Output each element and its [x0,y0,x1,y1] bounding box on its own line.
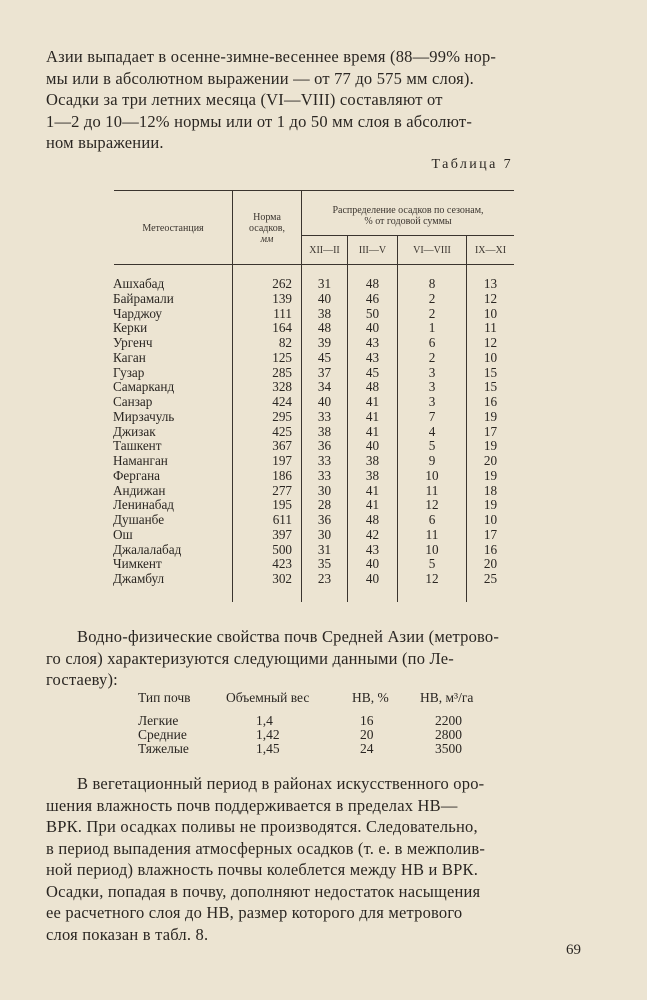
soil-header: НВ, % [352,690,389,705]
paragraph-intro [46,46,608,154]
soil-type: Легкие [138,713,179,728]
soil-hv-pct: 16 [360,713,374,728]
header-season: XII—II [309,245,340,256]
season2-cell: 45 [365,364,380,380]
season3-cell: 11 [425,526,439,542]
season1-cell: 48 [317,320,332,336]
season3-cell: 5 [428,438,436,454]
season3-cell: 10 [425,541,439,557]
header-bottom-rule [114,264,514,265]
season2-cell: 40 [365,571,380,586]
season3-cell: 10 [425,467,439,483]
text-line: 1—2 до 10—12% нормы или от 1 до 50 мм слоя в абсолют- [46,111,473,131]
season2-cell: 50 [365,305,380,321]
norm-cell: 197 [272,453,292,468]
season4-cell: 10 [483,512,498,527]
season3-cell: 3 [428,379,436,395]
header-norm-unit: мм [260,234,274,245]
season3-cell: 3 [428,364,436,380]
norm-column [236,277,298,587]
soil-hv-vol: 2200 [435,713,462,728]
season2-cell: 48 [365,276,380,291]
season4-cell: 10 [483,305,498,321]
station-cell: Андижан [113,482,166,498]
soil-hv-pct: 24 [360,741,374,756]
season2-cell: 41 [365,497,380,513]
season1-cell: 40 [317,394,332,409]
header-season: IX—XI [474,245,507,256]
season4-cell: 15 [483,379,498,395]
season3-cell: 7 [428,408,436,424]
season4-cell: 19 [483,408,498,424]
header-station: Метеостанция [142,223,204,234]
text-line: Осадки, попадая в почву, дополняют недостаток насыщения [46,881,481,901]
text-line: го слоя) характеризуются следующими данными (по Ле- [46,648,454,668]
norm-cell: 164 [272,320,292,336]
soil-type: Средние [138,727,187,742]
station-cell: Мирзачуль [113,408,175,424]
season2-cell: 38 [365,467,380,483]
season4-cell: 13 [483,276,498,291]
station-cell: Ургенч [113,335,153,350]
season1-cell: 30 [317,482,332,498]
norm-cell: 367 [272,438,292,454]
season1-cell: 33 [317,453,332,468]
station-cell: Ош [113,526,133,542]
norm-cell: 285 [272,364,292,380]
text-line: гостаеву): [46,670,118,689]
table-top-rule [114,190,514,191]
soil-row [138,727,518,742]
season4-cell: 20 [483,453,498,468]
season1-cell: 31 [317,541,332,557]
season2-cell: 41 [365,482,380,498]
header-norm-line: Норма [253,212,281,223]
text-line: Водно-физические свойства почв Средней Азии (метрово- [77,627,500,646]
soil-header: Тип почв [138,690,191,705]
text-line: шения влажность почв поддерживается в пределах НВ— [46,795,458,815]
season4-cell: 11 [484,320,497,336]
station-cell: Чимкент [113,556,162,572]
header-distribution-line: % от годовой суммы [364,216,452,227]
season1-cell: 28 [317,497,332,513]
season2-cell: 48 [365,512,380,527]
norm-cell: 295 [272,408,292,424]
season3-cell: 6 [428,335,436,350]
season3-cell: 4 [428,423,436,439]
season2-cell: 41 [365,423,380,439]
season1-column [302,277,347,587]
station-cell: Гузар [113,364,145,380]
season3-cell: 2 [428,290,436,306]
season1-cell: 40 [317,290,332,306]
soil-row [138,741,518,756]
station-cell: Каган [113,349,146,365]
table-caption: Таблица 7 [431,157,513,172]
season1-cell: 38 [317,305,332,321]
norm-cell: 397 [272,526,292,542]
text-line: слоя показан в табл. 8. [46,924,209,944]
season2-cell: 41 [365,408,380,424]
season3-cell: 11 [425,482,439,498]
season3-cell: 9 [428,453,436,468]
station-cell: Ташкент [113,438,162,454]
norm-cell: 328 [272,379,292,395]
season1-cell: 36 [317,512,332,527]
station-cell: Чарджоу [113,305,163,321]
soil-hv-pct: 20 [360,727,374,742]
header-distribution-line: Распределение осадков по сезонам, [332,205,484,216]
station-cell: Наманган [113,453,168,468]
text-line: ее расчетного слоя до НВ, размер которого для метрового [46,903,463,922]
season2-column [348,277,397,587]
season1-cell: 39 [317,335,332,350]
soil-weight: 1,4 [256,713,273,728]
station-cell: Душанбе [113,512,165,527]
season1-cell: 31 [317,276,332,291]
season2-cell: 41 [365,394,380,409]
station-cell: Самарканд [113,379,175,395]
norm-cell: 82 [278,335,292,350]
text-line: в период выпадения атмосферных осадков (т. е. в межполив- [46,838,486,858]
season3-column [398,277,466,587]
season3-cell: 5 [428,556,436,572]
text-line: ном выражении. [46,133,164,152]
season1-cell: 38 [317,423,332,439]
season3-cell: 1 [428,320,436,336]
season2-cell: 42 [365,526,380,542]
season3-cell: 3 [428,394,436,409]
season4-cell: 12 [483,290,498,306]
season3-cell: 2 [428,305,436,321]
page-number: 69 [566,942,581,958]
season4-cell: 16 [483,541,498,557]
season4-cell: 16 [483,394,498,409]
season3-cell: 12 [425,497,439,513]
season2-cell: 43 [365,541,380,557]
soil-row [138,713,518,728]
norm-cell: 423 [272,556,292,572]
season1-cell: 36 [317,438,332,454]
season4-cell: 15 [483,364,498,380]
season2-cell: 40 [365,320,380,336]
norm-cell: 125 [272,349,292,365]
station-cell: Ленинабад [113,497,175,513]
season2-cell: 43 [365,335,380,350]
soil-header: Объемный вес [226,690,310,705]
season3-cell: 6 [428,512,436,527]
soil-weight: 1,42 [256,727,280,742]
station-cell: Фергана [113,467,161,483]
norm-cell: 262 [272,276,292,291]
soil-hv-vol: 3500 [435,741,462,756]
season4-cell: 25 [483,571,498,586]
season4-cell: 19 [483,497,498,513]
season3-cell: 2 [428,349,436,365]
season1-cell: 35 [317,556,332,572]
header-distribution [302,205,514,227]
norm-cell: 500 [272,541,292,557]
header-norm [233,212,301,245]
station-cell: Керки [113,320,148,336]
text-line: ной период) влажность почвы колеблется между НВ и ВРК. [46,860,479,879]
season1-cell: 23 [317,571,332,586]
season3-cell: 8 [428,276,436,291]
norm-cell: 186 [272,467,292,483]
season4-cell: 19 [483,438,498,454]
season1-cell: 33 [317,467,332,483]
norm-cell: 277 [272,482,292,498]
season4-column [467,277,514,587]
season2-cell: 48 [365,379,380,395]
paragraph-irrigation [46,773,608,945]
season3-cell: 12 [425,571,439,586]
text-line: Осадки за три летних месяца (VI—VIII) составляют от [46,90,443,109]
norm-cell: 111 [273,305,292,321]
text-line: Азии выпадает в осенне-зимне-весеннее время (88—99% нор- [46,47,497,66]
season2-cell: 38 [365,453,380,468]
season4-cell: 12 [483,335,498,350]
season2-cell: 40 [365,438,380,454]
season4-cell: 17 [483,423,498,439]
soil-weight: 1,45 [256,741,280,756]
station-cell: Джамбул [113,571,165,586]
season-header-rule [301,235,514,236]
norm-cell: 139 [272,290,292,306]
paragraph-soil-intro [46,626,608,691]
norm-cell: 195 [272,497,292,513]
station-cell: Джизак [113,423,156,439]
season1-cell: 33 [317,408,332,424]
season2-cell: 43 [365,349,380,365]
season2-cell: 40 [365,556,380,572]
season1-cell: 37 [317,364,332,380]
norm-cell: 425 [272,423,292,439]
soil-hv-vol: 2800 [435,727,462,742]
header-season: III—V [358,245,387,256]
season4-cell: 17 [483,526,498,542]
season4-cell: 19 [483,467,498,483]
season1-cell: 34 [317,379,332,395]
soil-type: Тяжелые [138,741,189,756]
text-line: В вегетационный период в районах искусственного оро- [77,774,485,793]
soil-header: НВ, м³/га [420,690,474,705]
season4-cell: 20 [483,556,498,572]
station-cell: Джалалабад [113,541,182,557]
norm-cell: 611 [272,512,292,527]
season1-cell: 30 [317,526,332,542]
station-cell: Ашхабад [113,276,165,291]
season1-cell: 45 [317,349,332,365]
season2-cell: 46 [365,290,380,306]
station-cell: Санзар [113,394,153,409]
header-season: VI—VIII [413,245,451,256]
norm-cell: 424 [272,394,292,409]
station-cell: Байрамали [113,290,174,306]
norm-cell: 302 [272,571,292,586]
station-column [113,277,233,587]
season4-cell: 18 [483,482,498,498]
season4-cell: 10 [483,349,498,365]
text-line: мы или в абсолютном выражении — от 77 до 575 мм слоя). [46,68,474,88]
text-line: ВРК. При осадках поливы не производятся. Следовательно, [46,817,478,836]
header-norm-line: осадков, [249,223,285,234]
